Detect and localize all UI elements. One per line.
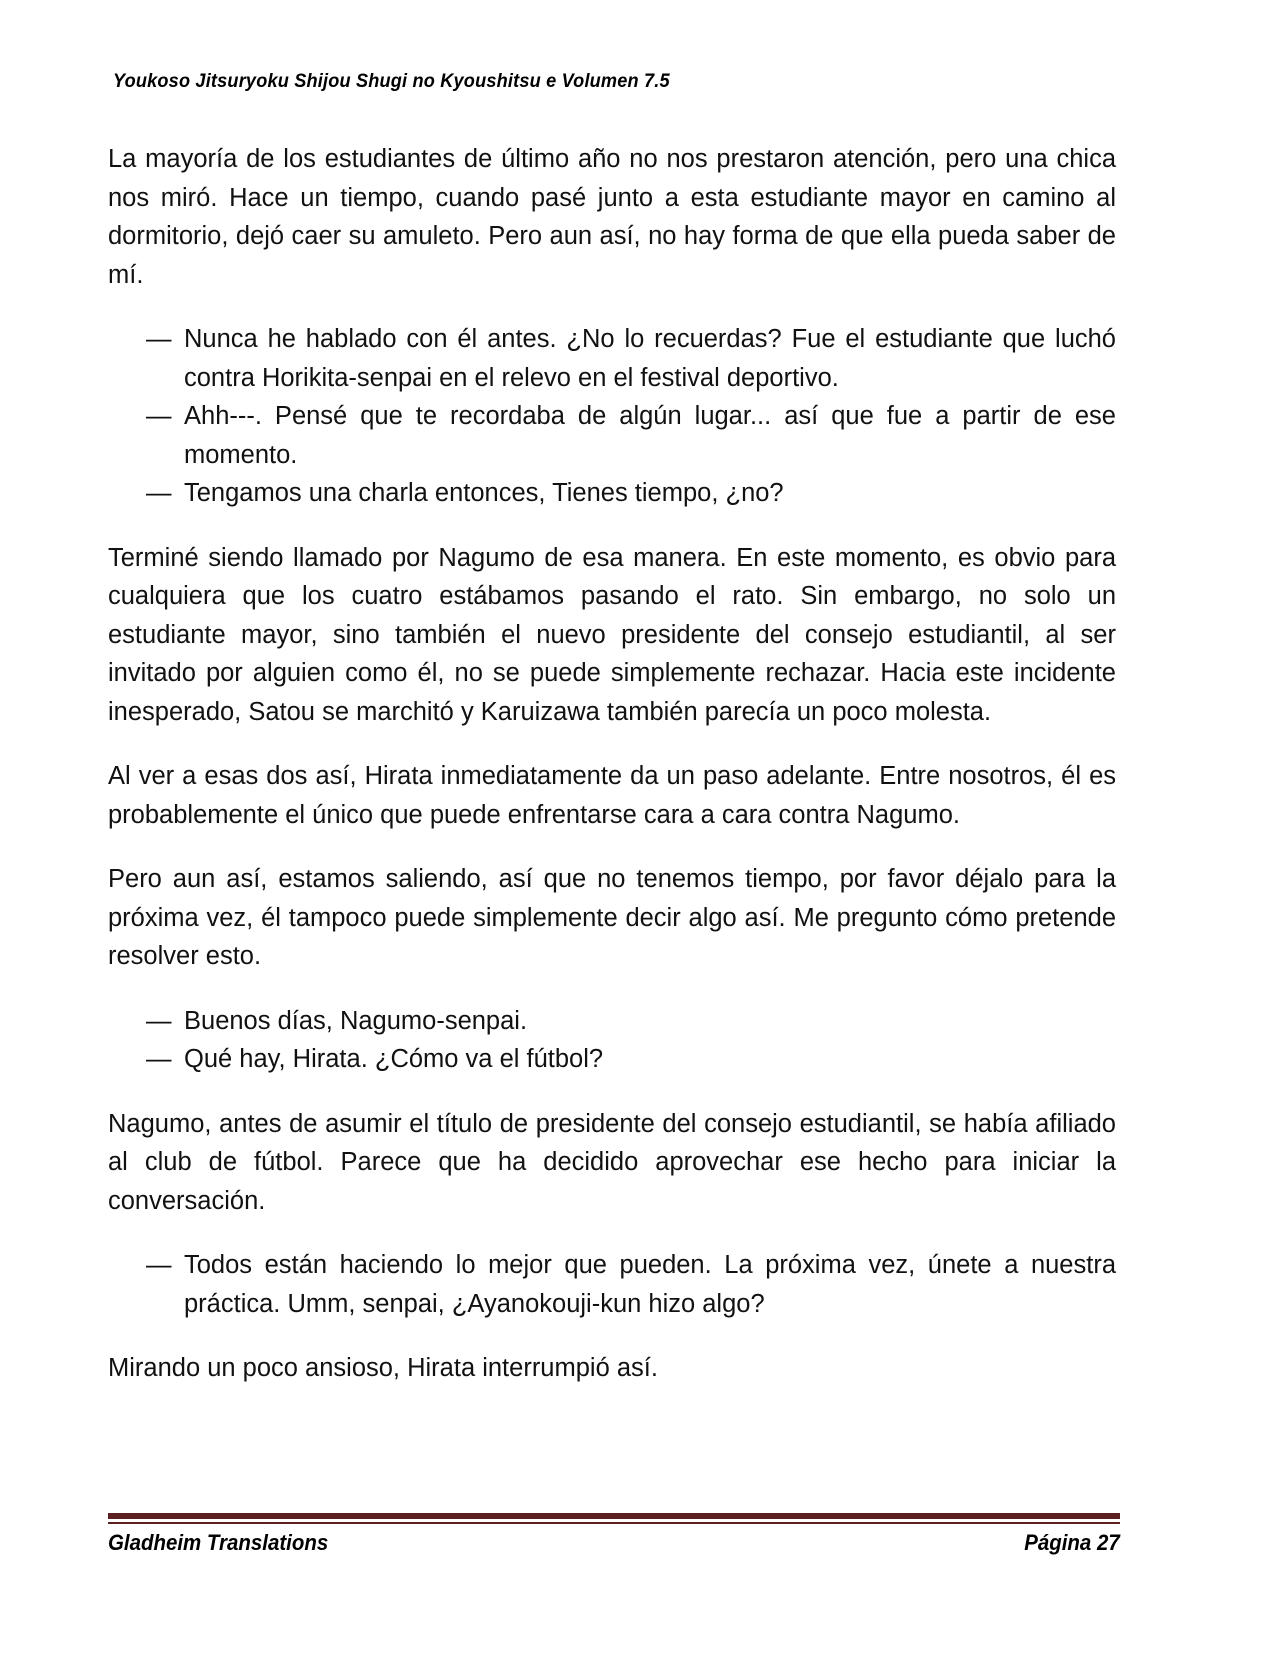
dialogue-line	[146, 1246, 1116, 1323]
header-title: Youkoso Jitsuryoku Shijou Shugi no Kyoushitsu e Volumen 7.5	[113, 70, 670, 92]
dialogue-block	[108, 320, 1116, 513]
em-dash-marker: —	[146, 1045, 172, 1073]
paragraph: Terminé siendo llamado por Nagumo de esa manera. En este momento, es obvio para cualquiera que los cuatro estábamos pasando el rato. Sin embargo, no solo un estudiante mayor, sino también el nuevo presidente del consejo estudiantil, al ser invitado por alguien como él, no se puede simplemente rechazar. Hacia este incidente inesperado, Satou se marchitó y Karuizawa también parecía un poco molesta.	[108, 543, 1116, 726]
footer-divider	[108, 1513, 1120, 1524]
paragraph: Al ver a esas dos así, Hirata inmediatamente da un paso adelante. Entre nosotros, él es probablemente el único que puede enfrentarse cara a cara contra Nagumo.	[108, 762, 1116, 829]
footer-page-number: Página 27	[1024, 1530, 1120, 1555]
paragraph: Nagumo, antes de asumir el título de presidente del consejo estudiantil, se había afiliado al club de fútbol. Parece que ha decidido aprovechar ese hecho para iniciar la conversación.	[108, 1109, 1116, 1215]
em-dash-marker: —	[146, 1251, 172, 1279]
dialogue-line	[146, 1002, 1116, 1041]
dialogue-text: Buenos días, Nagumo-senpai.	[184, 1006, 528, 1035]
dialogue-block	[108, 1002, 1116, 1079]
paragraph: Pero aun así, estamos saliendo, así que no tenemos tiempo, por favor déjalo para la próxima vez, él tampoco puede simplemente decir algo así. Me pregunto cómo pretende resolver esto.	[108, 865, 1116, 970]
page-content	[108, 140, 1116, 1388]
em-dash-marker: —	[146, 325, 172, 353]
dialogue-block	[108, 1246, 1116, 1323]
footer-translator-credit: Gladheim Translations	[108, 1530, 329, 1555]
paragraph: La mayoría de los estudiantes de último año no nos prestaron atención, pero una chica nos miró. Hace un tiempo, cuando pasé junto a esta estudiante mayor en camino al dormitorio, dejó caer su amuleto. Pero aun así, no hay forma de que ella pueda saber de mí.	[108, 145, 1116, 289]
paragraph: Mirando un poco ansioso, Hirata interrumpió así.	[108, 1354, 658, 1382]
em-dash-marker: —	[146, 479, 172, 507]
dialogue-line	[146, 397, 1116, 474]
dialogue-text: Ahh---. Pensé que te recordaba de algún lugar... así que fue a partir de ese momento.	[184, 402, 1116, 469]
dialogue-text: Qué hay, Hirata. ¿Cómo va el fútbol?	[184, 1045, 604, 1073]
page-footer	[108, 1529, 1120, 1565]
dialogue-line	[146, 474, 1116, 513]
dialogue-text: Todos están haciendo lo mejor que pueden. La próxima vez, únete a nuestra práctica. Umm, senpai, ¿Ayanokouji-kun hizo algo?	[184, 1251, 1116, 1318]
dialogue-text: Nunca he hablado con él antes. ¿No lo recuerdas? Fue el estudiante que luchó contra Horikita-senpai en el relevo en el festival deportivo.	[184, 325, 1116, 392]
page-header	[113, 70, 1123, 100]
dialogue-line	[146, 320, 1116, 397]
footer-rule-thin	[108, 1522, 1120, 1524]
dialogue-line	[146, 1040, 1116, 1079]
dialogue-text: Tengamos una charla entonces, Tienes tiempo, ¿no?	[184, 479, 784, 507]
em-dash-marker: —	[146, 402, 172, 430]
em-dash-marker: —	[146, 1006, 172, 1035]
